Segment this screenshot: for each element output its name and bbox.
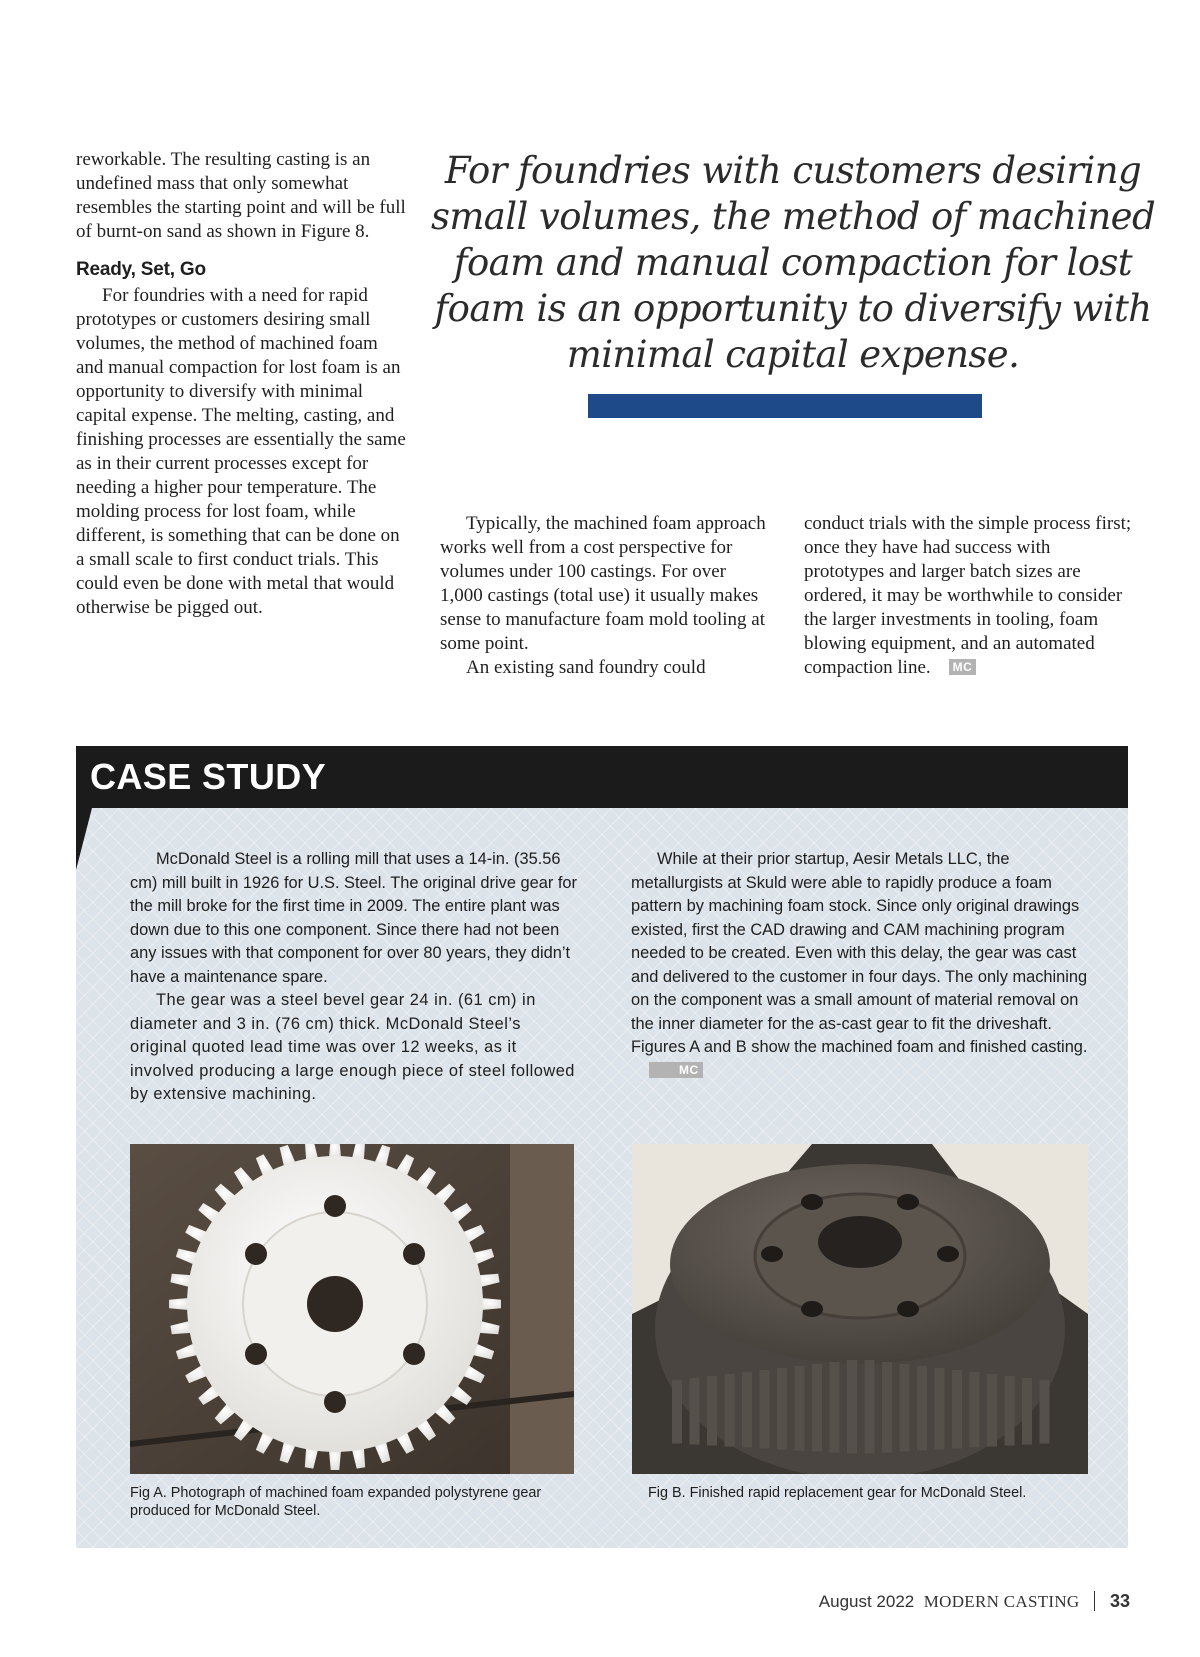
right-paragraph-text: conduct trials with the simple process first; once they have had success with prototypes and larger batch sizes are ordered, it may be worthwhile to consider the larger investments in tooling, foam blowing equipment, and an automated compaction line. [804,513,1132,678]
cast-gear-tooth [725,1374,735,1447]
caption-fig-a: Fig A. Photograph of machined foam expanded polystyrene gear produced for McDonald Steel. [130,1485,542,1519]
case-col2-paragraph-1 [631,848,1101,1083]
case-study-column-2 [631,848,1101,1083]
pull-quote-bar [588,394,982,418]
header-wedge [76,808,92,870]
footer-separator [1094,1591,1095,1611]
cast-gear-tooth [952,1370,962,1449]
cast-gear-tooth [795,1366,805,1451]
left-intro-paragraph: reworkable. The resulting casting is an undefined mass that only somewhat resembles the starting point and will be full of burnt-on sand as shown in Figure 8. [76,149,406,242]
case-study-column-1 [130,848,580,1107]
cast-gear-tooth [830,1362,840,1453]
middle-paragraph-1: Typically, the machined foam approach works well from a cost perspective for volumes under 100 castings. For over 1,000 castings (total use) it usually makes sense to manufacture foam mold tooling at some point. [440,513,766,654]
case-col2-text: While at their prior startup, Aesir Metals LLC, the metallurgists at Skuld were able to rapidly produce a foam pattern by machining foam stock. Since only original drawings existed, first the CAD drawing and CAM machining program needed to be created. Even with this delay, the gear was cast and delivered to the customer in four days. The only machining on the component was a small amount of material removal on the inner diameter for the as-cast gear to fit the driveshaft. Figures A and B show the machined foam and finished casting. [631,850,1088,1056]
cast-gear-tooth [1022,1378,1032,1445]
cast-gear-tooth [900,1364,910,1452]
cast-gear-image [632,1144,1088,1474]
footer-magazine: MODERN CASTING [923,1592,1080,1611]
cast-gear-tooth [742,1372,752,1448]
footer-date: August 2022 [818,1592,915,1611]
caption-fig-b: Fig B. Finished rapid replacement gear for McDonald Steel. [648,1485,1027,1501]
cast-gear-photo [632,1144,1088,1474]
section-subhead: Ready, Set, Go [76,259,206,280]
cast-gear-tooth [777,1368,787,1450]
cast-gear-tooth [812,1364,822,1452]
cast-gear-tooth [970,1372,980,1448]
page-number: 33 [1109,1591,1130,1611]
cast-gear-tooth [707,1376,717,1446]
left-body-paragraph: For foundries with a need for rapid prototypes or customers desiring small volumes, the method of machined foam and manual compaction for lost foam is an opportunity to diversify with minimal capital expense. The melting, casting, and finishing processes are essentially the same as in their current processes except for needing a higher pour temperature. The molding process for lost foam, while different, is something that can be done on a small scale to first conduct trials. This could even be done with metal that would otherwise be pigged out. [76,285,406,618]
case-study-title: CASE STUDY [90,756,327,797]
page-footer [819,1590,1130,1613]
case-study-box [76,808,1128,1548]
mc-end-badge: MC [949,659,977,675]
case-study-header [76,746,1128,808]
cast-gear-tooth [847,1360,857,1454]
cast-gear-tooth [690,1378,700,1445]
foam-gear-image [130,1144,574,1474]
right-column [804,512,1134,680]
cast-gear-tooth [672,1380,682,1444]
case-col1-paragraph-1: McDonald Steel is a rolling mill that uses a 14-in. (35.56 cm) mill built in 1926 for U.S. Steel. The original drive gear for the mill broke for the first time in 2009. The entire plant was down due to this one component. Since there had not been any issues with that component for over 80 years, they didn’t have a maintenance spare. [130,850,577,986]
cast-gear-tooth [935,1368,945,1450]
cast-gear-tooth [760,1370,770,1449]
foam-gear-photo [130,1144,574,1474]
cast-gear-tooth [882,1362,892,1453]
pull-quote: For foundries with customers desiring small volumes, the method of machined foam and manual compaction for lost foam is an opportunity to diversify with minimal capital expense. [430,149,1156,376]
case-col1-paragraph-2: The gear was a steel bevel gear 24 in. (61 cm) in diameter and 3 in. (76 cm) thick. McDonald Steel’s original quoted lead time was over 12 weeks, as it involved producing a large enough piece of steel followed by extensive machining. [130,991,575,1103]
cast-gear-tooth [917,1366,927,1451]
right-paragraph [804,512,1134,680]
middle-column [440,512,770,680]
cast-gear-tooth [1005,1376,1015,1446]
left-column [76,148,406,620]
mc-case-badge: MC [649,1062,703,1078]
cast-gear-tooth [1040,1380,1050,1444]
cast-gear-tooth [865,1360,875,1454]
middle-paragraph-2: An existing sand foundry could [466,657,706,678]
cast-gear-tooth [987,1374,997,1447]
